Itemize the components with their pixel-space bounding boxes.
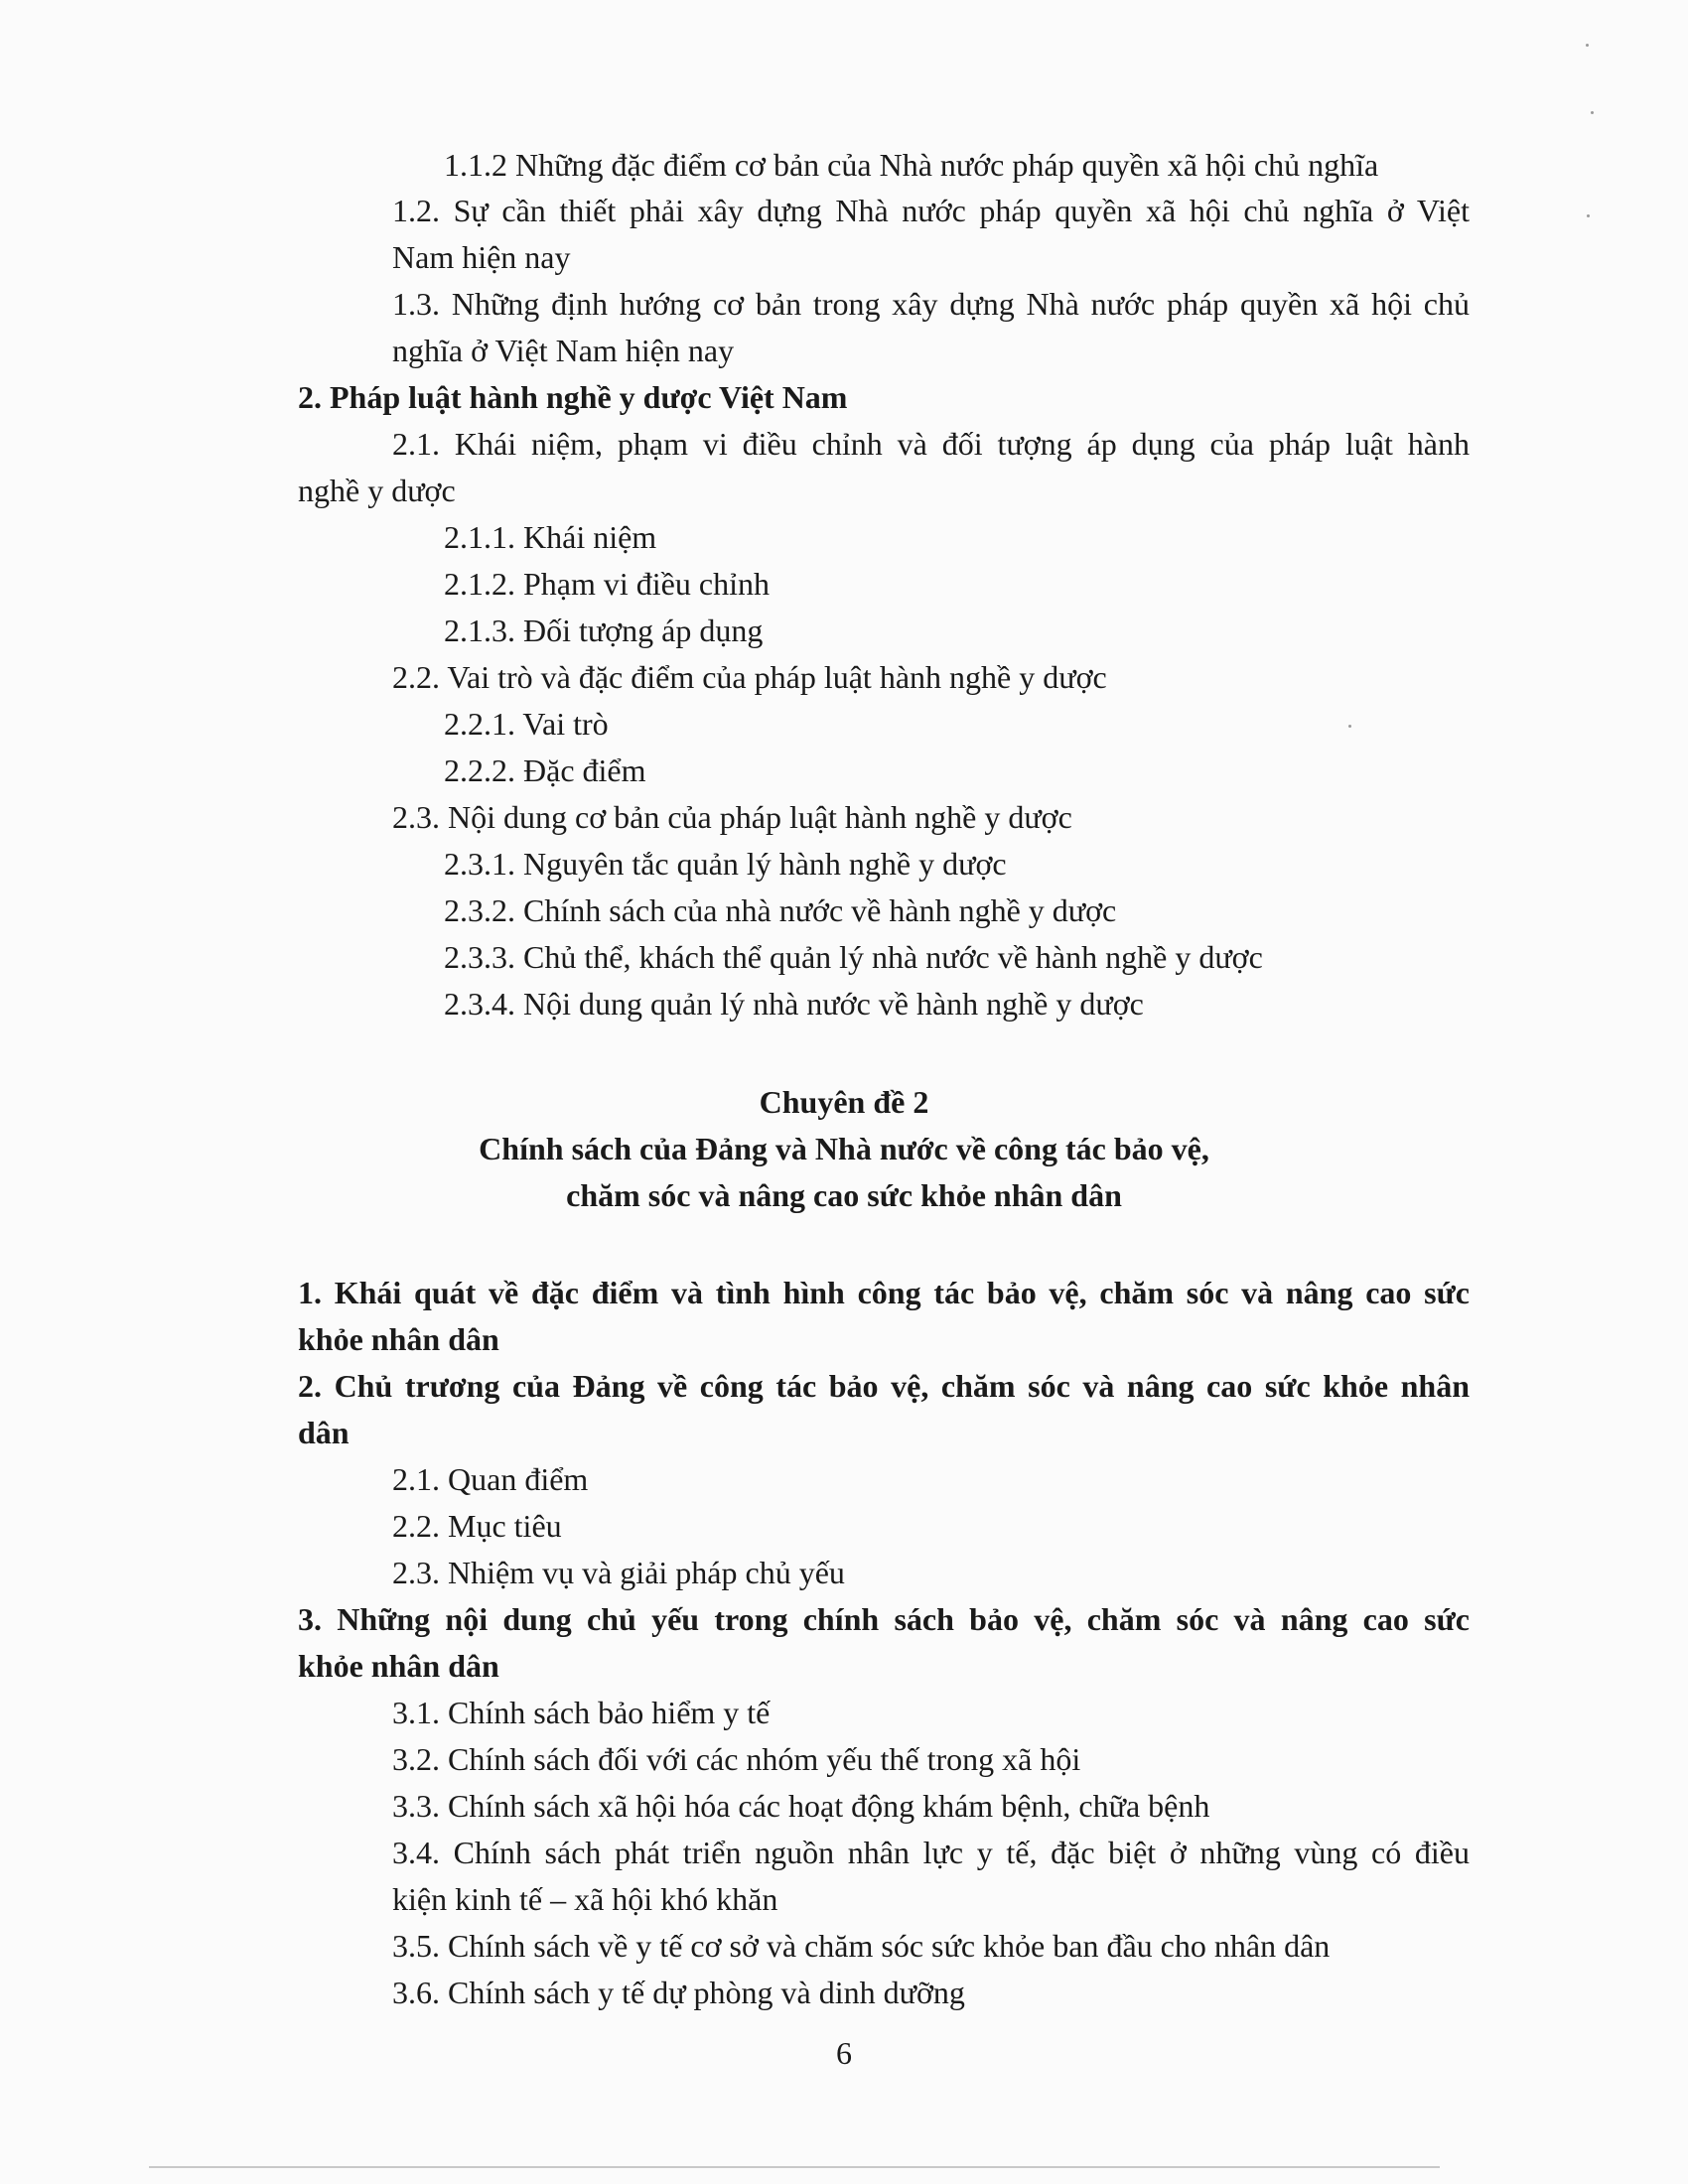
topic-2-item-2-1: 2.1. Quan điểm: [392, 1461, 589, 1497]
topic-2-item-3-3: 3.3. Chính sách xã hội hóa các hoạt động khám bệnh, chữa bệnh: [392, 1788, 1210, 1824]
toc-item-2-3-2: 2.3.2. Chính sách của nhà nước về hành nghề y dược: [444, 892, 1117, 928]
topic-2-title-line1: Chính sách của Đảng và Nhà nước về công tác bảo vệ,: [479, 1131, 1209, 1166]
topic-2-section-2-heading-line2: dân: [298, 1415, 350, 1450]
topic-2-item-3-6: 3.6. Chính sách y tế dự phòng và dinh dưỡng: [392, 1975, 965, 2010]
toc-item-2-1-2: 2.1.2. Phạm vi điều chỉnh: [444, 566, 770, 602]
topic-2-label: Chuyên đề 2: [759, 1084, 929, 1120]
toc-item-2-1-3: 2.1.3. Đối tượng áp dụng: [444, 613, 764, 648]
section-2-heading: 2. Pháp luật hành nghề y dược Việt Nam: [298, 379, 848, 415]
toc-item-2-3-1: 2.3.1. Nguyên tắc quản lý hành nghề y dược: [444, 846, 1007, 882]
toc-item-2-2-2: 2.2.2. Đặc điểm: [444, 752, 646, 788]
toc-item-1-1-2: 1.1.2 Những đặc điểm cơ bản của Nhà nước pháp quyền xã hội chủ nghĩa: [444, 147, 1379, 183]
topic-2-section-3-heading-line2: khỏe nhân dân: [298, 1648, 499, 1684]
scan-speck: [1587, 214, 1590, 217]
toc-item-1-2-line1: 1.2. Sự cần thiết phải xây dựng Nhà nước pháp quyền xã hội chủ nghĩa ở Việt: [392, 193, 1470, 228]
scan-edge-line: [149, 2166, 1440, 2168]
topic-2-item-3-5: 3.5. Chính sách về y tế cơ sở và chăm sóc sức khỏe ban đầu cho nhân dân: [392, 1928, 1331, 1964]
toc-item-2-2: 2.2. Vai trò và đặc điểm của pháp luật hành nghề y dược: [392, 659, 1107, 695]
scan-speck: [1586, 44, 1589, 47]
toc-item-2-3-4: 2.3.4. Nội dung quản lý nhà nước về hành nghề y dược: [444, 986, 1144, 1022]
topic-2-item-2-3: 2.3. Nhiệm vụ và giải pháp chủ yếu: [392, 1555, 845, 1590]
scan-speck: [1348, 725, 1351, 728]
topic-2-section-3-heading-line1: 3. Những nội dung chủ yếu trong chính sách bảo vệ, chăm sóc và nâng cao sức: [298, 1601, 1470, 1637]
scan-speck: [1591, 111, 1594, 114]
topic-2-item-3-1: 3.1. Chính sách bảo hiểm y tế: [392, 1695, 771, 1730]
topic-2-item-3-2: 3.2. Chính sách đối với các nhóm yếu thế trong xã hội: [392, 1741, 1081, 1777]
topic-2-item-2-2: 2.2. Mục tiêu: [392, 1508, 562, 1544]
toc-item-2-3: 2.3. Nội dung cơ bản của pháp luật hành nghề y dược: [392, 799, 1072, 835]
topic-2-section-1-heading-line2: khỏe nhân dân: [298, 1321, 499, 1357]
toc-item-2-1-1: 2.1.1. Khái niệm: [444, 519, 657, 555]
page-number: 6: [836, 2035, 852, 2071]
toc-item-2-3-3: 2.3.3. Chủ thể, khách thể quản lý nhà nước về hành nghề y dược: [444, 939, 1263, 975]
topic-2-item-3-4-line2: kiện kinh tế – xã hội khó khăn: [392, 1881, 778, 1917]
toc-item-1-3-line1: 1.3. Những định hướng cơ bản trong xây dựng Nhà nước pháp quyền xã hội chủ: [392, 286, 1470, 322]
topic-2-section-1-heading-line1: 1. Khái quát về đặc điểm và tình hình công tác bảo vệ, chăm sóc và nâng cao sức: [298, 1275, 1470, 1310]
topic-2-item-3-4-line1: 3.4. Chính sách phát triển nguồn nhân lực y tế, đặc biệt ở những vùng có điều: [392, 1835, 1470, 1870]
topic-2-title-line2: chăm sóc và nâng cao sức khỏe nhân dân: [566, 1177, 1122, 1213]
topic-2-section-2-heading-line1: 2. Chủ trương của Đảng về công tác bảo vệ, chăm sóc và nâng cao sức khỏe nhân: [298, 1368, 1470, 1404]
toc-item-1-3-line2: nghĩa ở Việt Nam hiện nay: [392, 333, 735, 368]
toc-item-2-2-1: 2.2.1. Vai trò: [444, 706, 609, 742]
toc-item-2-1-line1: 2.1. Khái niệm, phạm vi điều chỉnh và đối tượng áp dụng của pháp luật hành: [392, 426, 1470, 462]
toc-item-2-1-line2: nghề y dược: [298, 473, 456, 508]
toc-item-1-2-line2: Nam hiện nay: [392, 239, 571, 275]
